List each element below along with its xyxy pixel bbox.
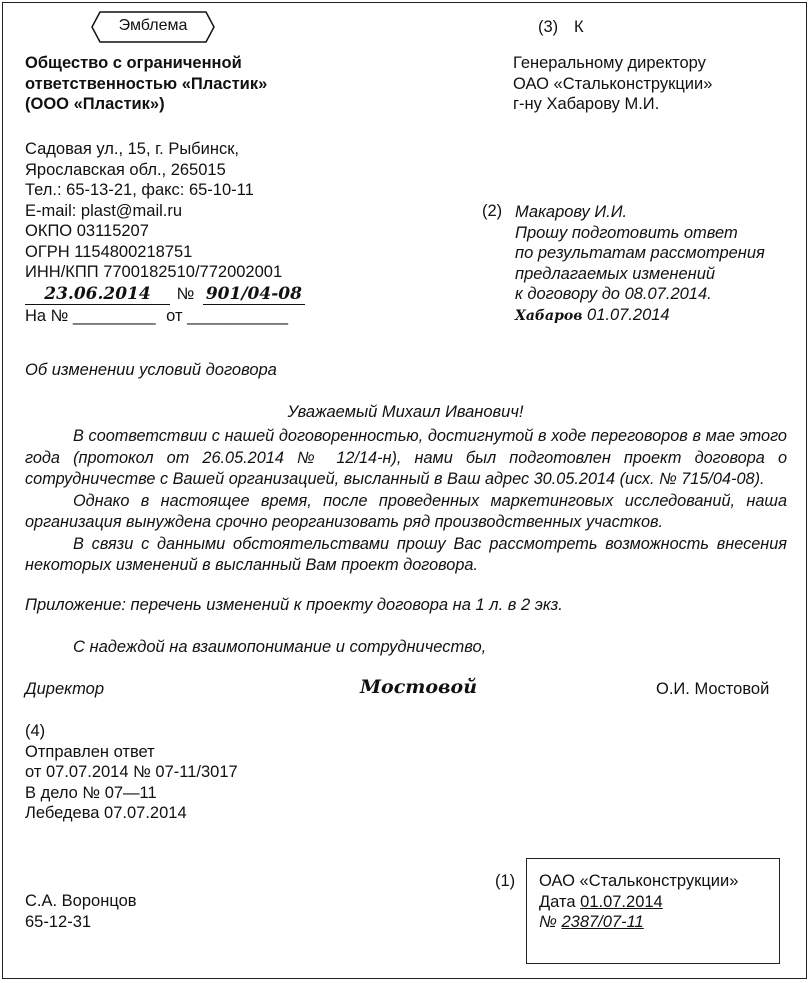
- addressee-line: ОАО «Стальконструкции»: [513, 74, 713, 93]
- receipt-stamp-date-label: Дата: [539, 892, 576, 911]
- reference-prefix: На №: [25, 307, 69, 325]
- closing-phrase: С надеждой на взаимопонимание и сотрудничество,: [73, 638, 487, 656]
- execution-note: [25, 721, 238, 824]
- body-paragraph: В соответствии с нашей договоренностью, достигнутой в ходе переговоров в мае этого года (протокол от 26.05.2014 № 12/14-н), нами был подготовлен проект договора о сотрудничестве с Вашей организацией, высланный в Ваш адрес 30.05.2014 (исх. № 715/04-08).: [25, 427, 787, 488]
- director-signature: Мостовой: [360, 676, 478, 698]
- receipt-stamp-number: (1): [495, 872, 516, 890]
- registration-number-label: №: [176, 285, 195, 303]
- execution-note-number: (4): [25, 722, 46, 740]
- resolution-line: Прошу подготовить ответ: [515, 223, 738, 242]
- registration-number: 901/04-08: [203, 284, 305, 305]
- reference-line: [25, 307, 288, 326]
- address-line: ОГРН 1154800218751: [25, 242, 193, 261]
- emblem: [90, 10, 216, 44]
- resolution-line: по результатам рассмотрения: [515, 244, 765, 262]
- reference-blank-date: ___________: [187, 307, 289, 325]
- addressee-line: г-ну Хабарову М.И.: [513, 95, 660, 113]
- resolution-number: (2): [482, 202, 503, 220]
- address-line: Ярославская обл., 265015: [25, 160, 226, 179]
- sender-address: [25, 139, 282, 283]
- address-line: Садовая ул., 15, г. Рыбинск,: [25, 140, 240, 158]
- execution-note-line: от 07.07.2014 № 07-11/3017: [25, 763, 238, 781]
- execution-note-line: Отправлен ответ: [25, 742, 155, 761]
- resolution-line: к договору до 08.07.2014.: [515, 285, 712, 303]
- address-line: E-mail: plast@mail.ru: [25, 201, 183, 220]
- addressee: [513, 53, 712, 115]
- salutation: Уважаемый Михаил Иванович!: [287, 403, 524, 421]
- execution-note-line: В дело № 07—11: [25, 783, 157, 802]
- attachment-note: Приложение: перечень изменений к проекту договора на 1 л. в 2 экз.: [25, 596, 563, 614]
- reference-blank-number: _________: [72, 307, 156, 325]
- resolution: [515, 202, 765, 326]
- letter-body: [25, 426, 787, 577]
- mark-3-letter: К: [574, 18, 584, 36]
- body-paragraph: В связи с данными обстоятельствами прошу Вас рассмотреть возможность внесения некоторых изменений в высланный Вам проект договора.: [25, 534, 787, 574]
- resolution-signature-date: 01.07.2014: [587, 305, 670, 324]
- executor-name: С.А. Воронцов: [25, 892, 137, 910]
- executor-phone: 65-12-31: [25, 912, 92, 931]
- receipt-stamp-content: [539, 871, 738, 933]
- letter-subject: Об изменении условий договора: [25, 361, 277, 379]
- receipt-stamp-num: 2387/07-11: [561, 913, 644, 931]
- registration-date: 23.06.2014: [25, 284, 170, 305]
- body-paragraph: Однако в настоящее время, после проведенных маркетинговых исследований, наша организация вынуждена срочно реорганизовать ряд производственных участков.: [25, 491, 787, 531]
- signatory-position: Директор: [25, 680, 105, 698]
- receipt-stamp-date-line: [539, 892, 738, 913]
- reference-middle: от: [166, 307, 183, 325]
- receipt-stamp-num-label: №: [539, 913, 557, 931]
- resolution-signature: Хабаров: [515, 307, 583, 324]
- execution-note-line: Лебедева 07.07.2014: [25, 804, 187, 822]
- address-line: Тел.: 65-13-21, факс: 65-10-11: [25, 181, 254, 199]
- addressee-line: Генеральному директору: [513, 54, 706, 72]
- sender-name-line: (ООО «Пластик»): [25, 95, 165, 113]
- resolution-line: Макарову И.И.: [515, 203, 628, 221]
- executor: [25, 891, 137, 932]
- receipt-stamp-number-line: [539, 912, 738, 933]
- resolution-signature-line: [515, 305, 765, 327]
- address-line: ОКПО 03115207: [25, 222, 149, 240]
- resolution-line: предлагаемых изменений: [515, 264, 716, 283]
- emblem-label: Эмблема: [118, 17, 188, 34]
- sender-name-line: Общество с ограниченной: [25, 54, 242, 72]
- receipt-stamp-date: 01.07.2014: [580, 892, 663, 911]
- mark-3-number: (3): [538, 18, 559, 36]
- receipt-stamp: [526, 858, 780, 964]
- signatory-name: О.И. Мостовой: [656, 680, 770, 698]
- address-line: ИНН/КПП 7700182510/772002001: [25, 263, 283, 281]
- sender-name-line: ответственностью «Пластик»: [25, 74, 268, 93]
- registration-line: [25, 284, 305, 305]
- sender-name: [25, 53, 267, 115]
- receipt-stamp-org: ОАО «Стальконструкции»: [539, 872, 739, 890]
